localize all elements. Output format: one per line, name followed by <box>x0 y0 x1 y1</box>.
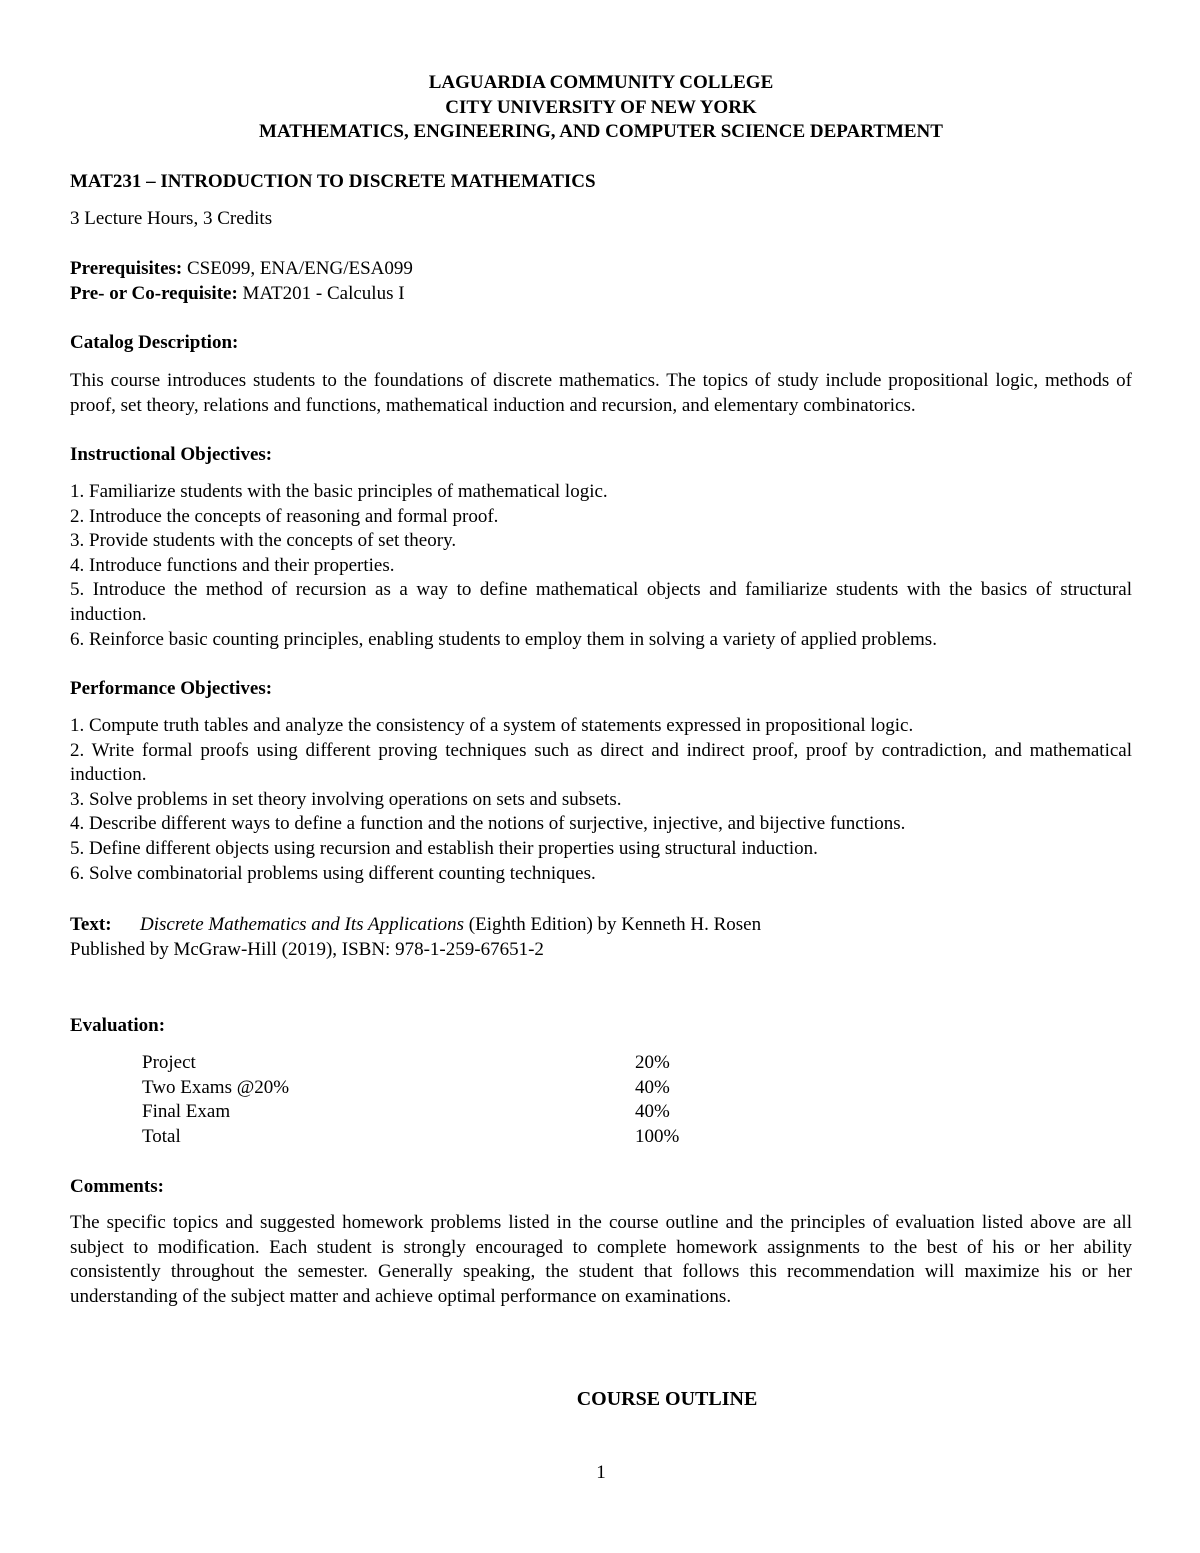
corequisite-value: MAT201 - Calculus I <box>242 283 405 304</box>
comments-heading: Comments: <box>70 1176 164 1197</box>
list-item: 1. Compute truth tables and analyze the consistency of a system of statements expressed in propositional logic. <box>70 715 914 736</box>
evaluation-item: Two Exams @20% <box>142 1076 290 1098</box>
evaluation-item: Project <box>142 1052 196 1073</box>
textbook-label: Text: <box>70 914 112 935</box>
list-item: 3. Solve problems in set theory involving operations on sets and subsets. <box>70 788 622 810</box>
document-header <box>70 71 1132 145</box>
instructional-objectives-list <box>70 480 1132 652</box>
evaluation-heading: Evaluation: <box>70 1015 166 1036</box>
list-item: 1. Familiarize students with the basic principles of mathematical logic. <box>70 481 608 502</box>
course-title: MAT231 – INTRODUCTION TO DISCRETE MATHEMATICS <box>70 171 596 192</box>
page-number: 1 <box>596 1462 606 1483</box>
university-name: CITY UNIVERSITY OF NEW YORK <box>445 96 757 118</box>
evaluation-table <box>142 1051 842 1149</box>
course-outline-heading: COURSE OUTLINE <box>576 1388 758 1410</box>
table-row <box>142 1076 842 1101</box>
corequisite-label: Pre- or Co-requisite: <box>70 283 238 304</box>
list-item: 4. Describe different ways to define a function and the notions of surjective, injective, and bijective functions. <box>70 813 906 835</box>
textbook-title: Discrete Mathematics and Its Applications <box>140 914 465 935</box>
list-item: 4. Introduce functions and their properties. <box>70 554 395 576</box>
evaluation-item: Final Exam <box>142 1101 231 1123</box>
table-row <box>142 1051 842 1076</box>
performance-heading: Performance Objectives: <box>70 678 273 699</box>
list-item: 2. Introduce the concepts of reasoning and formal proof. <box>70 505 499 527</box>
instructional-heading: Instructional Objectives: <box>70 444 273 465</box>
list-item: 2. Write formal proofs using different proving techniques such as direct and indirect proof, proof by contradiction, and mathematical induction. <box>70 739 1132 786</box>
evaluation-item: Total <box>142 1125 181 1147</box>
textbook-edition: (Eighth Edition) by Kenneth H. Rosen <box>468 914 762 935</box>
prerequisites <box>70 257 1132 282</box>
evaluation-weight: 40% <box>635 1101 670 1123</box>
department-name: MATHEMATICS, ENGINEERING, AND COMPUTER SCIENCE DEPARTMENT <box>259 121 943 143</box>
catalog-description: This course introduces students to the foundations of discrete mathematics. The topics of study include propositional logic, methods of proof, set theory, relations and functions, mathematical induction and recursion, and elementary combinatorics. <box>70 370 1132 416</box>
college-name: LAGUARDIA COMMUNITY COLLEGE <box>428 72 774 93</box>
course-hours: 3 Lecture Hours, 3 Credits <box>70 208 273 229</box>
evaluation-weight: 100% <box>635 1125 680 1147</box>
list-item: 5. Define different objects using recursion and establish their properties using structural induction. <box>70 837 818 859</box>
list-item: 6. Solve combinatorial problems using different counting techniques. <box>70 862 596 884</box>
textbook <box>70 913 1132 938</box>
list-item: 6. Reinforce basic counting principles, enabling students to employ them in solving a variety of applied problems. <box>70 628 937 650</box>
list-item: 5. Introduce the method of recursion as a way to define mathematical objects and familiarize students with the basics of structural induction. <box>70 579 1132 625</box>
corequisite <box>70 282 1132 307</box>
table-row <box>142 1100 842 1125</box>
comments-text: The specific topics and suggested homework problems listed in the course outline and the principles of evaluation listed above are all subject to modification. Each student is strongly encouraged to complete homework assignments to the best of his or her ability consistently throughout the semester. Generally speaking, the student that follows this recommendation will maximize his or her understanding of the subject matter and achieve optimal performance on examinations. <box>70 1212 1132 1307</box>
catalog-heading: Catalog Description: <box>70 332 239 353</box>
performance-objectives-list <box>70 714 1132 886</box>
list-item: 3. Provide students with the concepts of set theory. <box>70 530 457 552</box>
prerequisites-value: CSE099, ENA/ENG/ESA099 <box>186 258 413 279</box>
textbook-publisher: Published by McGraw-Hill (2019), ISBN: 978-1-259-67651-2 <box>70 939 544 960</box>
evaluation-weight: 40% <box>635 1076 670 1098</box>
table-row <box>142 1125 842 1150</box>
evaluation-weight: 20% <box>635 1052 670 1073</box>
prerequisites-label: Prerequisites: <box>70 258 183 279</box>
